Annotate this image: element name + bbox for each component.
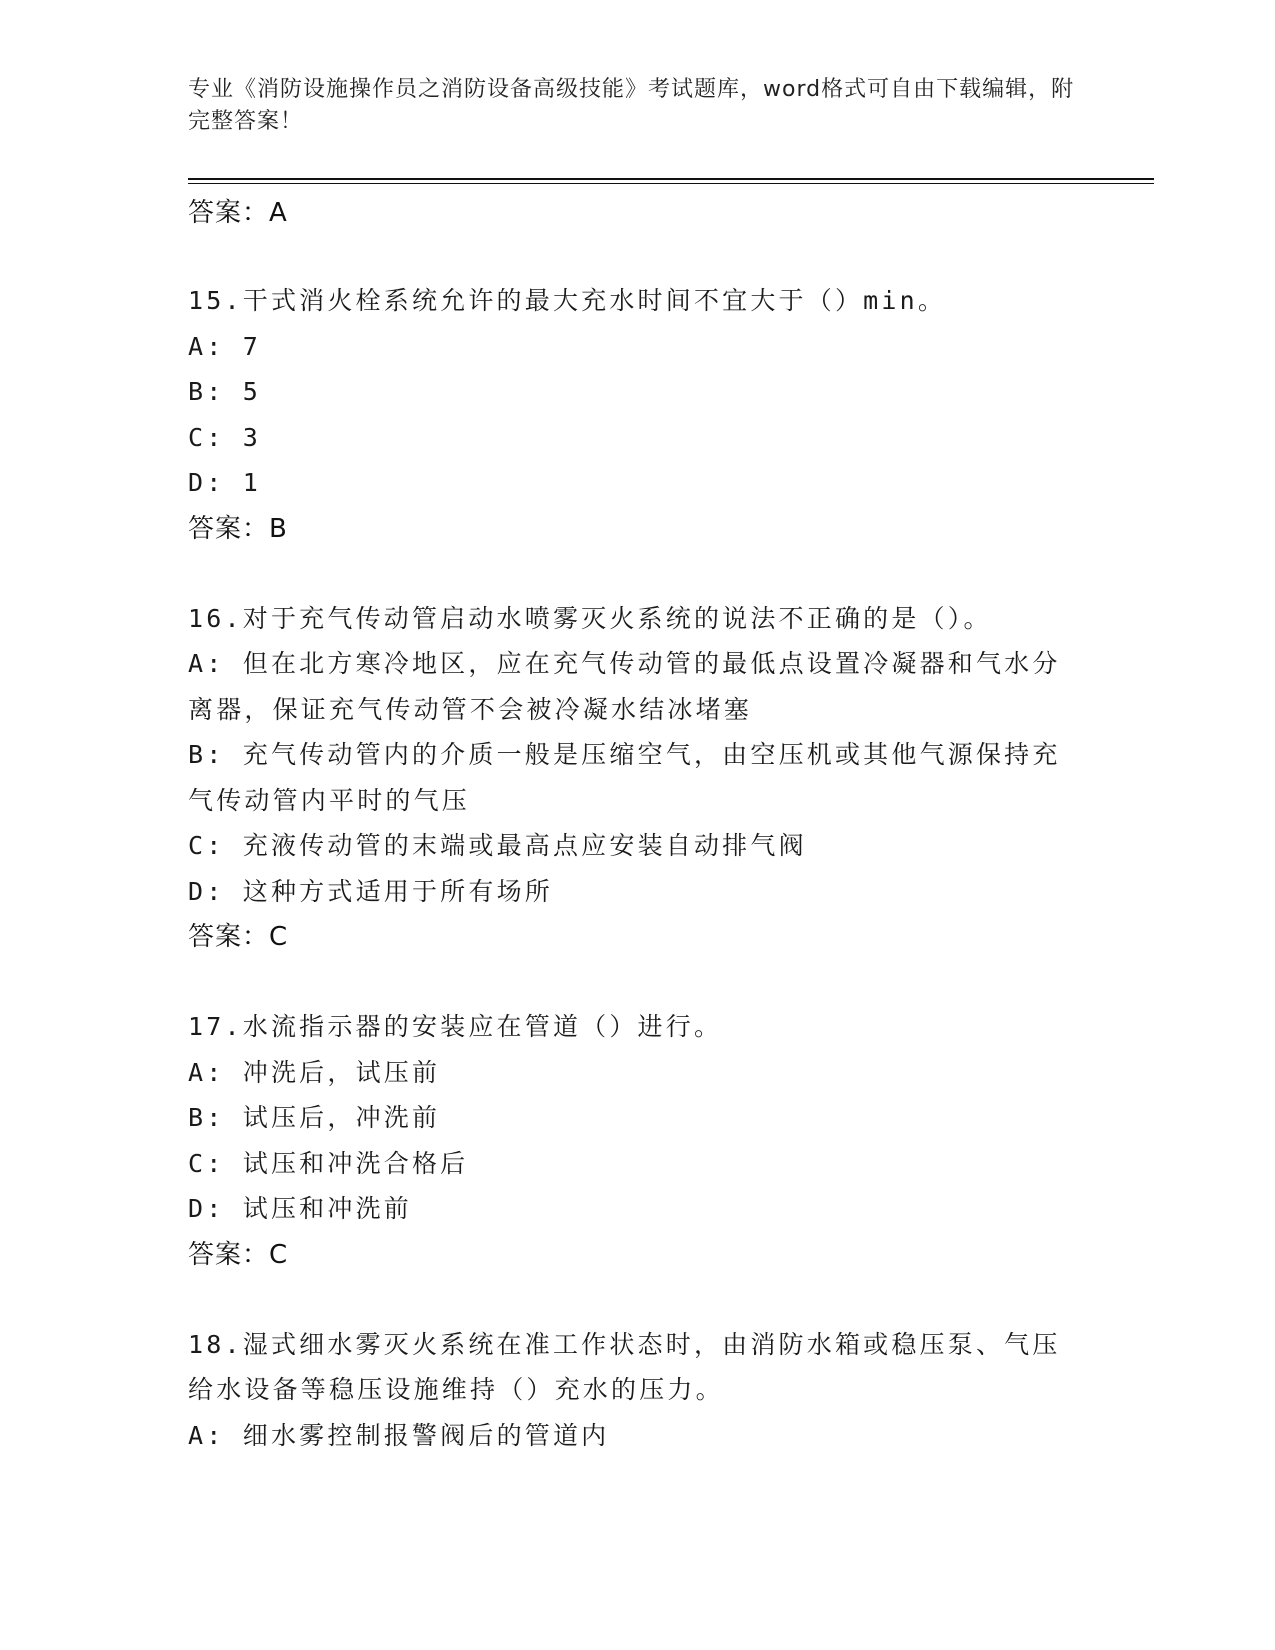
answer-line: 答案：B <box>188 513 288 544</box>
option-d: D: 这种方式适用于所有场所 <box>188 876 553 906</box>
answer-line: 答案：A <box>188 198 288 228</box>
document-header <box>188 74 1078 138</box>
question-15 <box>188 278 1088 552</box>
answer-line: 答案：C <box>188 1239 289 1270</box>
option-a: A: 细水雾控制报警阀后的管道内 <box>188 1420 610 1450</box>
question-17 <box>188 1004 1088 1278</box>
question-text: 17.水流指示器的安装应在管道（）进行。 <box>188 1012 723 1041</box>
option-c: C: 充液传动管的末端或最高点应安装自动排气阀 <box>188 831 807 860</box>
option-c: C: 试压和冲洗合格后 <box>188 1148 469 1178</box>
option-d: D: 试压和冲洗前 <box>188 1194 412 1223</box>
option-d: D: 1 <box>188 468 262 497</box>
question-16 <box>188 596 1088 961</box>
option-c: C: 3 <box>188 422 262 452</box>
option-a: A: 7 <box>188 331 262 361</box>
answer-line: 答案：C <box>188 922 289 952</box>
option-b: B: 试压后，冲洗前 <box>188 1103 441 1132</box>
option-a: A: 冲洗后，试压前 <box>188 1057 441 1087</box>
question-text: 18.湿式细水雾灭火系统在准工作状态时，由消防水箱或稳压泵、气压给水设备等稳压设施维持（）充水的压力。 <box>188 1329 1061 1404</box>
option-b: B: 充气传动管内的介质一般是压缩空气，由空压机或其他气源保持充气传动管内平时的气压 <box>188 740 1061 815</box>
question-list <box>188 190 1088 1458</box>
header-divider-thin <box>188 183 1154 184</box>
question-18 <box>188 1322 1088 1459</box>
header-text: 专业《消防设施操作员之消防设备高级技能》考试题库，word格式可自由下载编辑，附完整答案！ <box>188 77 1075 134</box>
option-b: B: 5 <box>188 377 262 406</box>
question-text: 16.对于充气传动管启动水喷雾灭火系统的说法不正确的是（）。 <box>188 603 992 633</box>
header-divider-thick <box>188 178 1154 180</box>
question-text: 15.干式消火栓系统允许的最大充水时间不宜大于（）min。 <box>188 286 947 315</box>
option-a: A: 但在北方寒冷地区，应在充气传动管的最低点设置冷凝器和气水分离器，保证充气传动管不会被冷凝水结冰堵塞 <box>188 649 1061 724</box>
